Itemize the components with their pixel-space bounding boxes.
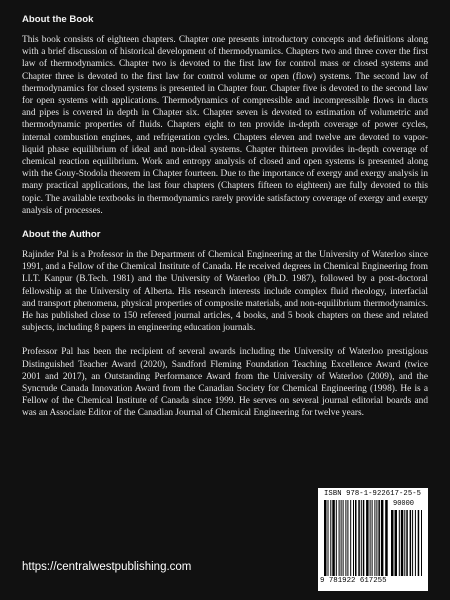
barcode-bar: [330, 500, 331, 576]
barcode-bar: [366, 500, 369, 576]
barcode-bar: [404, 510, 405, 576]
isbn-barcode: [318, 488, 428, 591]
barcode-bar: [353, 500, 354, 576]
barcode-bar: [324, 500, 327, 576]
barcode-bar: [332, 500, 335, 576]
barcode-bar: [355, 500, 357, 576]
about-author-heading: About the Author: [22, 229, 101, 241]
barcode-bar: [347, 500, 348, 576]
barcode-bar: [385, 500, 388, 576]
isbn-label: ISBN 978-1-922617-25-5: [324, 490, 422, 498]
back-cover-text: [22, 14, 428, 420]
about-book-body: This book consists of eighteen chapters. Chapter one presents introductory concepts and definitions along with a brief discussion of historical development of thermodynamics. Chapters two and three cover the first law of thermodynamics. Chapter two is devoted to the first law for control mass or closed systems and Chapter three is devoted to the first law for control volume or open (flow) systems. The second law of thermodynamics for closed systems is presented in Chapter four. Chapter five is devoted to the second law for open systems with applications. Thermodynamics of compressible and incompressible flows in ducts and pipes is covered in depth in Chapter six. Chapter seven is devoted to estimation of volumetric and thermodynamic properties of fluids. Chapters eight to ten provide in-depth coverage of power cycles, internal combustion engines, and refrigeration cycles. Chapters eleven and twelve are devoted to vapor-liquid phase equilibrium of ideal and non-ideal systems. Chapter thirteen provides in-depth coverage of chemical reaction equilibrium. Work and entropy analysis of closed and open systems is presented along with the Gouy-Stodola theorem in Chapter fourteen. Due to the importance of exergy and exergy analysis in many practical applications, the last four chapters (Chapters fifteen to eighteen) are fully devoted to this topic. The available textbooks in thermodynamics rarely provide satisfactory coverage of exergy and exergy analysis of processes.: [22, 35, 428, 216]
barcode-bar: [341, 500, 342, 576]
barcode-bar: [406, 510, 408, 576]
barcode-bar: [343, 500, 344, 576]
addon-digits: 90000: [393, 500, 415, 508]
barcode-bar: [363, 500, 365, 576]
publisher-website[interactable]: https://centralwestpublishing.com: [22, 561, 192, 573]
barcode-bar: [401, 510, 404, 576]
barcode-bar: [421, 510, 422, 576]
ean-barcode-bars: [324, 500, 388, 576]
barcode-bar: [370, 500, 371, 576]
about-author-paragraph-1: Rajinder Pal is a Professor in the Department of Chemical Engineering at the University of Waterloo since 1991, and a Fellow of the Chemical Institute of Canada. He received degrees in Chemical Engineering from I.I.T. Kanpur (B.Tech. 1981) and the University of Waterloo (Ph.D. 1987), followed by a post-doctoral fellowship at the University of Alberta. His research interests include complex fluid rheology, interfacial and transport phenomena, physical properties of composite materials, and non-equilibrium thermodynamics. He has published close to 150 refereed journal articles, 4 books, and 5 book chapters on these and related subjects, including 8 papers in engineering education journals.: [22, 250, 428, 334]
addon-barcode-bars: [391, 510, 423, 576]
barcode-bar: [345, 500, 346, 576]
barcode-bar: [374, 500, 375, 576]
barcode-bar: [361, 500, 362, 576]
barcode-bar: [376, 500, 377, 576]
barcode-bar: [336, 500, 337, 576]
barcode-bar: [399, 510, 400, 576]
barcode-bar: [339, 500, 340, 576]
ean-digits: 9 781922 617255: [320, 577, 387, 585]
barcode-bar: [358, 500, 360, 576]
barcode-bar: [412, 510, 413, 576]
barcode-bar: [410, 510, 412, 576]
about-book-heading: About the Book: [22, 14, 94, 25]
barcode-bar: [372, 500, 373, 576]
about-author-paragraph-2: Professor Pal has been the recipient of several awards including the University of Waterloo prestigious Distinguished Teacher Award (2020), Sandford Fleming Foundation Teaching Excellence Award (twice 2001 and 2017), an Outstanding Performance Award from the University of Waterloo (2009), and the Syncrude Canada Innovation Award from the Canadian Society for Chemical Engineering (1998). He is a Fellow of the Chemical Institute of Canada since 1999. He serves on several journal editorial boards and was an Associate Editor of the Canadian Journal of Chemical Engineering for twelve years.: [22, 347, 428, 419]
barcode-bar: [381, 500, 384, 576]
barcode-bar: [391, 510, 394, 576]
barcode-bar: [378, 500, 380, 576]
barcode-bar: [418, 510, 420, 576]
barcode-bar: [415, 510, 416, 576]
barcode-bar: [395, 510, 398, 576]
barcode-bar: [328, 500, 329, 576]
barcode-bar: [350, 500, 351, 576]
